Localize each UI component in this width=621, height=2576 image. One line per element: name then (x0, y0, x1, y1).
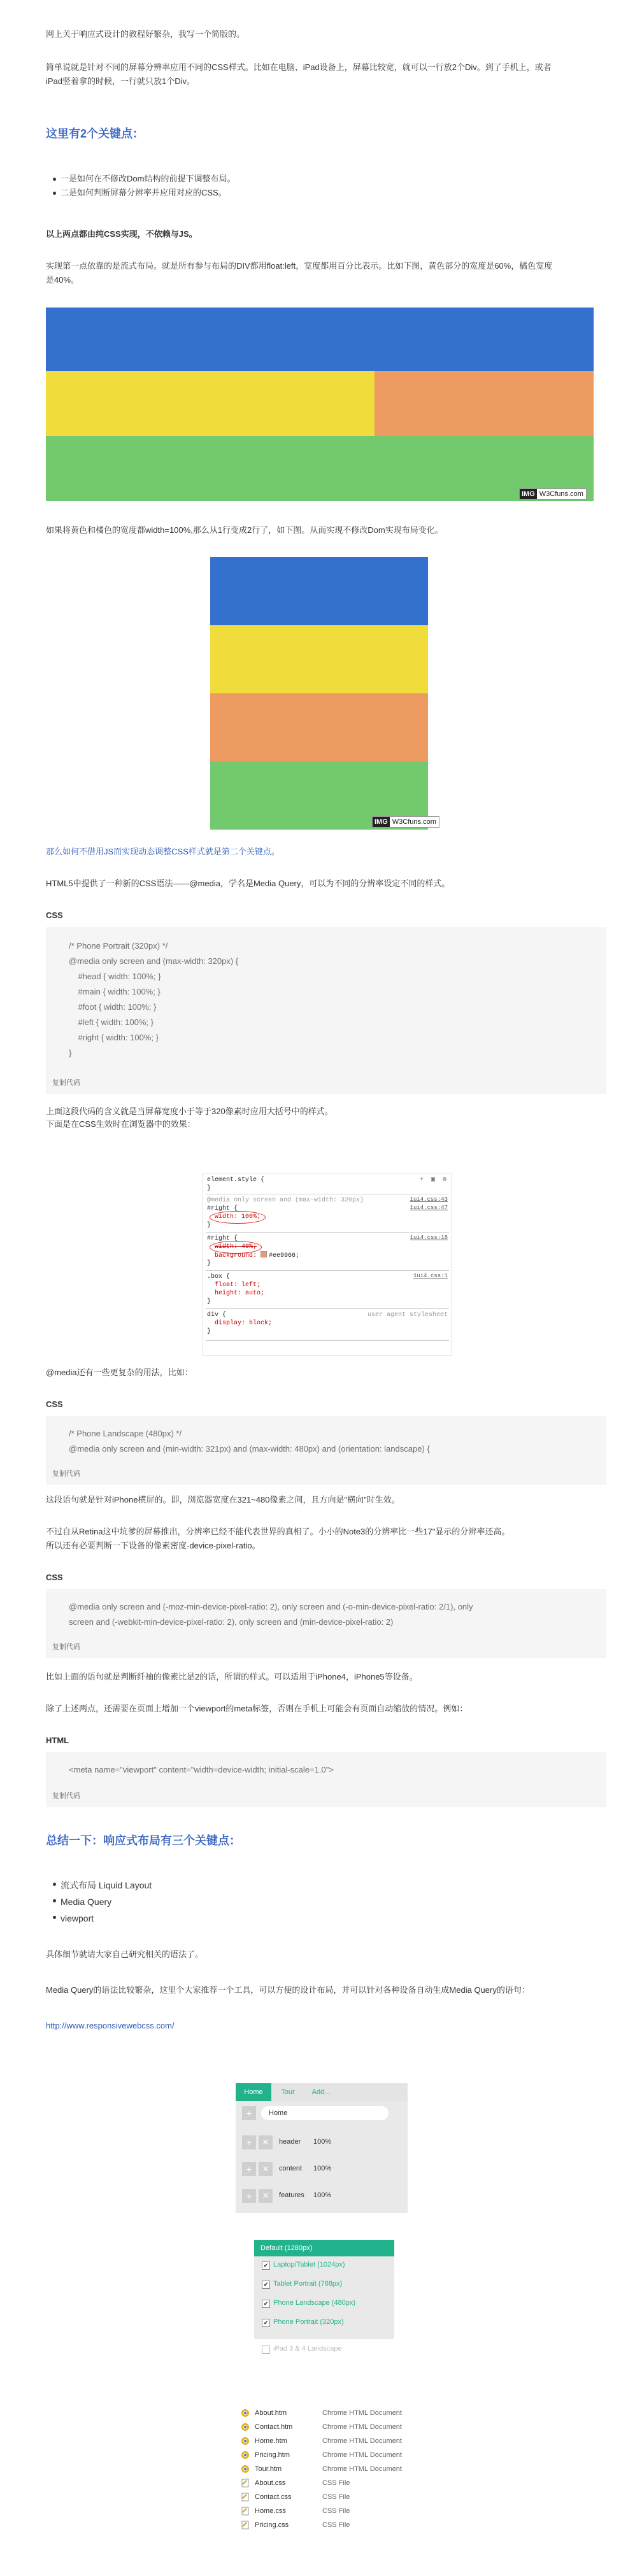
code-line: @media only screen and (max-width: 320px) { (69, 956, 239, 966)
code-line: /* Phone Portrait (320px) */ (69, 941, 168, 951)
dt-element-style: element.style { (207, 1177, 265, 1184)
file-row[interactable]: About.css CSS File (241, 2477, 419, 2491)
media-complex-usage: @media还有一些更复杂的用法，比如： (46, 1368, 193, 1377)
after-code-desc-a: 上面这段代码的含义就是当屏幕宽度小于等于320像素时应用大括号中的样式。 (46, 1107, 333, 1116)
dt-prop-width-40[interactable]: width: 40%; (215, 1243, 257, 1250)
dt-selector-box: .box { (207, 1273, 231, 1280)
right-block (375, 371, 594, 436)
dt-user-agent-label: user agent stylesheet (367, 1312, 448, 1319)
dt-source-link[interactable]: 1ui4.css:47 (410, 1205, 448, 1211)
copy-code-button[interactable]: 复制代码 (52, 1470, 80, 1478)
dt-prop-float[interactable]: float: left; (215, 1282, 261, 1289)
code-block-phone-landscape (46, 1416, 606, 1485)
retina-desc-b: 所以还有必要判断一下设备的像素密度-device-pixel-ratio。 (46, 1541, 261, 1550)
dt-media-rule: @media only screen and (max-width: 320px) (207, 1197, 364, 1204)
css-file-icon (241, 2521, 250, 2530)
file-row[interactable]: Contact.htm Chrome HTML Document (241, 2421, 419, 2435)
code-line: /* Phone Landscape (480px) */ (69, 1429, 182, 1438)
footer-block (46, 436, 594, 501)
key-point-item: 二是如何判断屏幕分辨率并应用对应的CSS。 (61, 186, 235, 200)
code-label-css-2: CSS (46, 1399, 63, 1409)
tab-tour[interactable]: Tour (281, 2088, 295, 2096)
chrome-file-icon (241, 2409, 250, 2417)
key-points-heading: 这里有2个关键点： (46, 127, 145, 140)
after-code-desc-b: 下面是在CSS生效时在浏览器中的效果： (46, 1119, 196, 1129)
tab-add[interactable]: Add... (311, 2088, 331, 2096)
pixel-ratio-explain: 比如上面的语句就是判断纤袖的像素比是2的话，所谓的样式。可以适用于iPhone4，iPhone5等设备。 (46, 1672, 418, 1681)
header-block (210, 557, 428, 625)
dt-source-link[interactable]: 1ui4.css:43 (410, 1196, 448, 1203)
summary-heading: 总结一下：响应式布局有三个关键点： (46, 1834, 241, 1847)
pure-css-note: 以上两点都由纯CSS实现，不依赖与JS。 (46, 229, 197, 239)
checkbox-unchecked-icon[interactable] (262, 2346, 270, 2354)
media-query-intro: HTML5中提供了一种新的CSS语法——@media，学名是Media Query，可以为不同的分辨率设定不同的样式。 (46, 879, 450, 888)
code-line: @media only screen and (min-width: 321px) and (max-width: 480px) and (orientation: landscape) { (69, 1444, 430, 1454)
code-line: #foot { width: 100%; } (69, 1002, 157, 1012)
right-block (210, 693, 428, 761)
add-icon[interactable]: + (242, 2106, 256, 2120)
dt-source-link[interactable]: 1ui4.css:18 (410, 1235, 448, 1241)
device-option[interactable]: Phone Landscape (480px) (273, 2299, 356, 2307)
code-line: } (69, 1048, 72, 1058)
code-line: #main { width: 100%; } (69, 987, 161, 996)
code-line: <meta name="viewport" content="width=device-width; initial-scale=1.0"> (69, 1765, 334, 1774)
chrome-file-icon (241, 2451, 250, 2459)
code-block-viewport-meta (46, 1752, 606, 1807)
add-rule-icon[interactable]: + (419, 1177, 424, 1184)
element-label: content (279, 2165, 303, 2172)
second-key-question: 那么如何不借用JS而实现动态调整CSS样式就是第二个关键点。 (46, 847, 280, 856)
default-breakpoint[interactable]: Default (1280px) (254, 2240, 394, 2256)
file-row[interactable]: Home.htm Chrome HTML Document (241, 2435, 419, 2449)
stacked-layout-desc: 如果将黄色和橘色的宽度都width=100%,那么从1行变成2行了，如下图。从而实现不修改Dom实现布局变化。 (46, 525, 443, 535)
highlight-oval (210, 1211, 266, 1224)
code-line: #left { width: 100%; } (69, 1017, 153, 1027)
checkbox-checked-icon[interactable]: ✔ (262, 2281, 270, 2289)
summary-point-item: Media Query (61, 1893, 152, 1910)
retina-desc-a: 不过自从Retina这中坑爹的屏幕推出，分辨率已经不能代表世界的真相了。小小的Note3的分辨率比一些17"显示的分辨率还高。 (46, 1527, 510, 1536)
intro-paragraph-2a: 简单说就是针对不同的屏幕分辨率应用不同的CSS样式。比如在电脑、iPad设备上，屏幕比较宽，就可以一行放2个Div。到了手机上，或者 (46, 62, 552, 72)
key-point-item: 一是如何在不修改Dom结构的前提下调整布局。 (61, 172, 235, 186)
add-icon[interactable]: + (242, 2162, 256, 2176)
chrome-file-icon (241, 2465, 250, 2473)
file-row[interactable]: Pricing.css CSS File (241, 2519, 419, 2533)
checkbox-checked-icon[interactable]: ✔ (262, 2261, 270, 2270)
checkbox-checked-icon[interactable]: ✔ (262, 2319, 270, 2327)
toggle-state-icon[interactable]: ▣ (431, 1177, 435, 1184)
css-file-icon (241, 2507, 250, 2516)
element-label: features (279, 2191, 304, 2199)
summary-points-list (61, 1877, 152, 1927)
dt-selector-right-2: #right { (207, 1235, 238, 1242)
close-icon[interactable]: ✕ (259, 2162, 273, 2176)
tab-home[interactable]: Home (236, 2083, 271, 2101)
intro-paragraph-2b: iPad竖着拿的时候，一行就只放1个Div。 (46, 76, 196, 86)
main-block (46, 371, 375, 436)
viewport-intro: 除了上述两点，还需要在页面上增加一个viewport的meta标签，否则在手机上可能会有页面自动缩放的情况。例如： (46, 1704, 468, 1713)
dt-selector-right: #right { (207, 1205, 238, 1212)
file-row[interactable]: Home.css CSS File (241, 2505, 419, 2519)
close-icon[interactable]: ✕ (259, 2189, 273, 2203)
copy-code-button[interactable]: 复制代码 (52, 1079, 80, 1087)
copy-code-button[interactable]: 复制代码 (52, 1643, 80, 1651)
code-label-css-1: CSS (46, 910, 63, 920)
device-option[interactable]: Tablet Portrait (768px) (273, 2280, 343, 2288)
file-row[interactable]: About.htm Chrome HTML Document (241, 2407, 419, 2421)
code-line: #head { width: 100%; } (69, 972, 161, 981)
code-line: screen and (-webkit-min-device-pixel-ratio: 2), only screen and (min-device-pixel-ratio: 2) (69, 1617, 394, 1627)
file-row[interactable]: Contact.css CSS File (241, 2491, 419, 2505)
add-icon[interactable]: + (242, 2189, 256, 2203)
tool-pages-panel (236, 2083, 408, 2213)
main-block (210, 625, 428, 693)
header-block (46, 308, 594, 371)
intro-paragraph-1: 网上关于响应式设计的教程好繁杂，我写一个简版的。 (46, 29, 245, 39)
dt-prop-height[interactable]: height: auto; (215, 1290, 265, 1297)
tool-recommend: Media Query的语法比较繁杂，这里个大家推荐一个工具，可以方便的设计布局，并可以针对各种设备自动生成Media Query的语句： (46, 1985, 530, 1995)
dt-selector-div: div { (207, 1312, 227, 1319)
layout-figure-stacked (210, 557, 436, 830)
dt-prop-display[interactable]: display: block; (215, 1320, 273, 1327)
fluid-layout-desc-a: 实现第一点依靠的是流式布局。就是所有参与布局的DIV都用float:left，宽度都用百分比表示。比如下图，黄色部分的宽度是60%，橘色宽度 (46, 261, 553, 271)
element-width: 100% (313, 2138, 332, 2146)
summary-point-item: 流式布局 Liquid Layout (61, 1877, 152, 1893)
w3cfuns-watermark: IMG W3Cfuns.com (519, 488, 587, 500)
file-row[interactable]: Tour.htm Chrome HTML Document (241, 2463, 419, 2477)
dt-prop-width-100[interactable]: width: 100%; (215, 1214, 261, 1221)
code-block-pixel-ratio (46, 1589, 606, 1658)
key-points-list (61, 172, 235, 200)
checkbox-checked-icon[interactable]: ✔ (262, 2300, 270, 2308)
tutorial-note: 具体细节就请大家自己研究相关的语法了。 (46, 1950, 204, 1959)
page-name-input[interactable]: Home (261, 2106, 389, 2120)
dt-source-link[interactable]: 1ui4.css:1 (413, 1273, 448, 1279)
device-option[interactable]: Phone Portrait (320px) (273, 2318, 344, 2326)
tool-link-wrap (46, 2020, 594, 2032)
css-file-icon (241, 2479, 250, 2488)
code-label-html: HTML (46, 1736, 69, 1745)
code-line: @media only screen and (-moz-min-device-pixel-ratio: 2), only screen and (-o-min-device-pixel-ratio: 2/1), only (69, 1602, 473, 1611)
device-option[interactable]: Laptop/Tablet (1024px) (273, 2261, 345, 2268)
color-swatch-icon[interactable] (261, 1251, 267, 1257)
dt-prop-background[interactable]: background: #ee9966; (215, 1252, 300, 1259)
code-block-phone-portrait (46, 927, 606, 1094)
w3cfuns-watermark: IMG W3Cfuns.com (372, 816, 439, 828)
summary-point-item: viewport (61, 1910, 152, 1927)
code-line: #right { width: 100%; } (69, 1033, 159, 1042)
layout-figure-wide (46, 308, 594, 501)
responsivewebcss-link[interactable]: http://www.responsivewebcss.com/ (46, 2021, 175, 2030)
settings-gear-icon[interactable]: ⚙ (442, 1177, 446, 1184)
tool-tabs (236, 2083, 408, 2101)
devtools-styles-panel: element.style { + ▣ ⚙ } @media only screen and (max-width: 320px) 1ui4.css:43 #right { 1ui4.css:47 width: 100%; } #right { 1ui4.css:18 width: 40%; background: #ee9966; } .box { 1ui4.css:1 float: left; height: auto; } div { user agent stylesheet display: block; } (203, 1173, 452, 1356)
code-label-css-3: CSS (46, 1573, 63, 1582)
add-icon[interactable]: + (242, 2135, 256, 2149)
close-icon[interactable]: ✕ (259, 2135, 273, 2149)
element-width: 100% (313, 2165, 332, 2172)
css-file-icon (241, 2493, 250, 2502)
dt-toolbar-icons[interactable] (420, 1176, 446, 1184)
device-option[interactable]: iPad 3 & 4 Landscape (273, 2345, 342, 2353)
chrome-file-icon (241, 2423, 250, 2431)
file-row[interactable]: Pricing.htm Chrome HTML Document (241, 2449, 419, 2463)
copy-code-button[interactable]: 复制代码 (52, 1792, 80, 1800)
element-width: 100% (313, 2191, 332, 2199)
fluid-layout-desc-b: 是40%。 (46, 275, 80, 285)
chrome-file-icon (241, 2437, 250, 2445)
landscape-explain: 这段语句就是针对iPhone横屏的。即，浏览器宽度在321~480像素之间，且方向是"横向"时生效。 (46, 1495, 400, 1504)
element-label: header (279, 2138, 301, 2146)
